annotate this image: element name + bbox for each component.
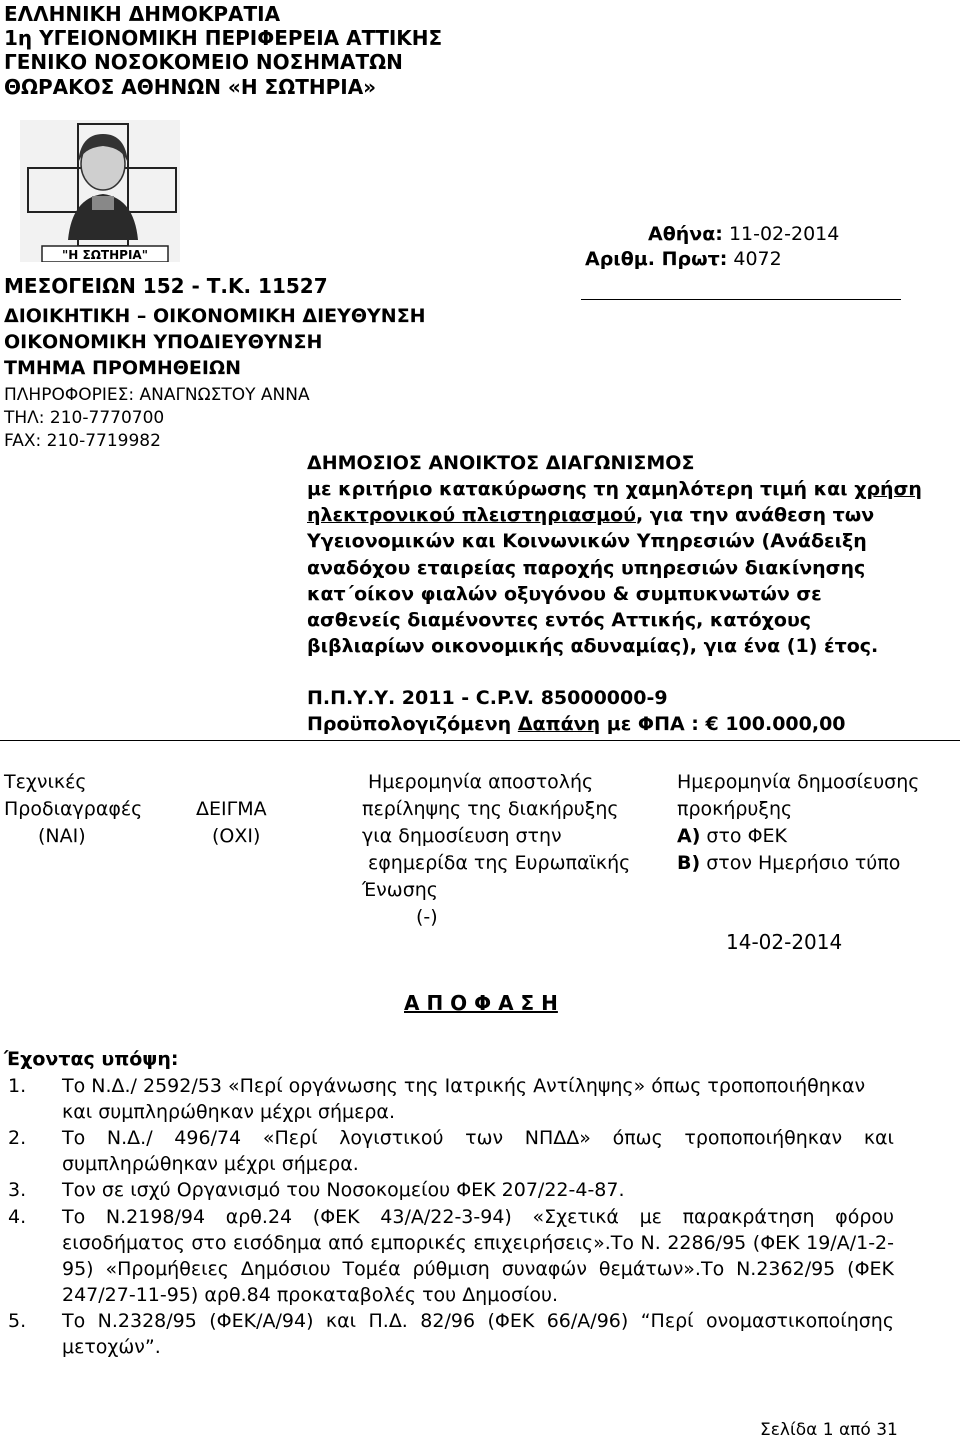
protocol-value: 4072 [733, 248, 782, 270]
tender-text-line: Υγειονομικών και Κοινωνικών Υπηρεσιών (Ανάδειξη [307, 530, 867, 552]
hospital-logo [20, 120, 180, 262]
list-item-text: 247/27-11-95) αρθ.84 προκαταβολές του Δημοσίου. [62, 1284, 559, 1306]
budget-part: Δαπάνη [517, 713, 601, 735]
tender-text-line: ασθενείς διαμένοντες εντός Αττικής, κατόχους [307, 609, 812, 631]
contact-info: ΠΛΗΡΟΦΟΡΙΕΣ: ΑΝΑΓΝΩΣΤΟΥ ΑΝΝΑ [4, 385, 310, 405]
decision-title-text: Α Π Ο Φ Α Σ Η [404, 991, 558, 1015]
tender-title: ΔΗΜΟΣΙΟΣ ΑΝΟΙΚΤΟΣ ΔΙΑΓΩΝΙΣΜΟΣ [307, 452, 695, 474]
divider [581, 299, 901, 300]
pub-press [677, 851, 900, 875]
list-item-text: Το Ν.Δ./ 2592/53 «Περί οργάνωσης της Ιατρικής Αντίληψης» όπως τροποποιήθηκαν [62, 1075, 866, 1097]
pub-press-marker: Β) [677, 852, 701, 874]
list-item-number: 4. [8, 1206, 27, 1228]
tender-text-part: , για την ανάθεση των [635, 504, 875, 526]
list-item-text: 95) «Προμήθειες Δημόσιου Τομέα ρύθμιση συναφών θεμάτων».Το Ν.2362/95 (ΦΕΚ [62, 1258, 894, 1280]
tender-text-part: με κριτήριο κατακύρωσης τη χαμηλότερη τιμή και [307, 478, 855, 500]
tender-text-part: ηλεκτρονικού πλειστηριασμού [307, 504, 636, 526]
list-item-text: Τον σε ισχύ Οργανισμό του Νοσοκομείου ΦΕΚ 207/22-4-87. [62, 1179, 625, 1201]
budget-line [307, 712, 846, 736]
tender-text-line: κατ΄οίκον φιαλών οξυγόνου & συμπυκνωτών σε [307, 583, 822, 605]
list-item-number: 3. [8, 1179, 27, 1201]
cpv-line: Π.Π.Υ.Υ. 2011 - C.P.V. 85000000-9 [307, 687, 668, 709]
tender-text-line: αναδόχου εταιρείας παροχής υπηρεσιών διακίνησης [307, 557, 866, 579]
eu-date-label: Ημερομηνία αποστολής [368, 771, 594, 793]
tender-text-part: χρήση [854, 478, 922, 500]
page-number: Σελίδα 1 από 31 [760, 1420, 898, 1440]
list-item-text: και συμπληρώθηκαν μέχρι σήμερα. [62, 1101, 395, 1123]
spec-label: Τεχνικές [4, 771, 87, 793]
phone: ΤΗΛ: 210-7770700 [4, 408, 165, 428]
issuer-line: ΘΩΡΑΚΟΣ ΑΘΗΝΩΝ «Η ΣΩΤΗΡΙΑ» [4, 75, 377, 99]
pub-fek [677, 824, 787, 848]
list-item-text: συμπληρώθηκαν μέχρι σήμερα. [62, 1153, 359, 1175]
sample-label: ΔΕΙΓΜΑ [196, 798, 267, 820]
pub-press-text: στον Ημερήσιο τύπο [700, 852, 901, 874]
pub-date-label: Ημερομηνία δημοσίευσης [677, 771, 920, 793]
eu-date-value: (-) [416, 906, 438, 928]
pub-date: 14-02-2014 [726, 930, 843, 954]
department-line: ΤΜΗΜΑ ΠΡΟΜΗΘΕΙΩΝ [4, 357, 242, 379]
eu-date-label: Ένωσης [362, 879, 438, 901]
list-item-number: 1. [8, 1075, 27, 1097]
issuer-line: 1η ΥΓΕΙΟΝΟΜΙΚΗ ΠΕΡΙΦΕΡΕΙΑ ΑΤΤΙΚΗΣ [4, 26, 443, 50]
having-in-mind: Έχοντας υπόψη: [4, 1048, 179, 1070]
spec-label: Προδιαγραφές [4, 798, 143, 820]
list-item-text: μετοχών”. [62, 1336, 161, 1358]
divider [0, 740, 960, 741]
list-item-text: εισοδήματος στο εισόδημα από εμπορικές επιχειρήσεις».Το Ν. 2286/95 (ΦΕΚ 19/Α/1-2- [62, 1232, 894, 1254]
list-item-number: 5. [8, 1310, 27, 1332]
protocol-line [585, 247, 782, 271]
logo-image [20, 120, 180, 262]
tender-text-line [307, 477, 922, 501]
department-line: ΟΙΚΟΝΟΜΙΚΗ ΥΠΟΔΙΕΥΘΥΝΣΗ [4, 331, 323, 353]
pub-fek-text: στο ΦΕΚ [700, 825, 787, 847]
date-label: Αθήνα: [648, 223, 723, 245]
date-line [648, 222, 839, 246]
budget-part: με ΦΠΑ : € 100.000,00 [600, 713, 846, 735]
issuer-line: ΕΛΛΗΝΙΚΗ ΔΗΜΟΚΡΑΤΙΑ [4, 2, 281, 26]
logo-caption: "Η ΣΩΤΗΡΙΑ" [62, 248, 148, 262]
tender-text-line: βιβλιαρίων οικονομικής αδυναμίας), για ένα (1) έτος. [307, 635, 879, 657]
list-item-number: 2. [8, 1127, 27, 1149]
date-value: 11-02-2014 [728, 223, 840, 245]
fax: FAX: 210-7719982 [4, 431, 161, 451]
list-item-text: Το Ν.Δ./ 496/74 «Περί λογιστικού των ΝΠΔΔ» όπως τροποποιήθηκαν και [62, 1127, 894, 1149]
list-item-text: Το Ν.2198/94 αρθ.24 (ΦΕΚ 43/Α/22-3-94) «Σχετικά με παρακράτηση φόρου [62, 1206, 894, 1228]
pub-date-label: προκήρυξης [677, 798, 793, 820]
budget-part: Προϋπολογιζόμενη [307, 713, 518, 735]
protocol-label: Αριθμ. Πρωτ: [585, 248, 728, 270]
spec-value: (ΝΑΙ) [38, 825, 86, 847]
tender-text-line [307, 503, 874, 527]
eu-date-label: περίληψης της διακήρυξης [362, 798, 619, 820]
sample-value: (ΟΧΙ) [212, 825, 261, 847]
decision-title [404, 991, 564, 1015]
eu-date-label: εφημερίδα της Ευρωπαϊκής [368, 852, 631, 874]
eu-date-label: για δημοσίευση στην [362, 825, 562, 847]
department-line: ΔΙΟΙΚΗΤΙΚΗ – ΟΙΚΟΝΟΜΙΚΗ ΔΙΕΥΘΥΝΣΗ [4, 305, 426, 327]
pub-fek-marker: Α) [677, 825, 701, 847]
list-item-text: Το Ν.2328/95 (ΦΕΚ/Α/94) και Π.Δ. 82/96 (ΦΕΚ 66/Α/96) “Περί ονομαστικοποίησης [62, 1310, 894, 1332]
address: ΜΕΣΟΓΕΙΩΝ 152 - Τ.Κ. 11527 [4, 274, 328, 298]
issuer-line: ΓΕΝΙΚΟ ΝΟΣΟΚΟΜΕΙΟ ΝΟΣΗΜΑΤΩΝ [4, 50, 403, 74]
